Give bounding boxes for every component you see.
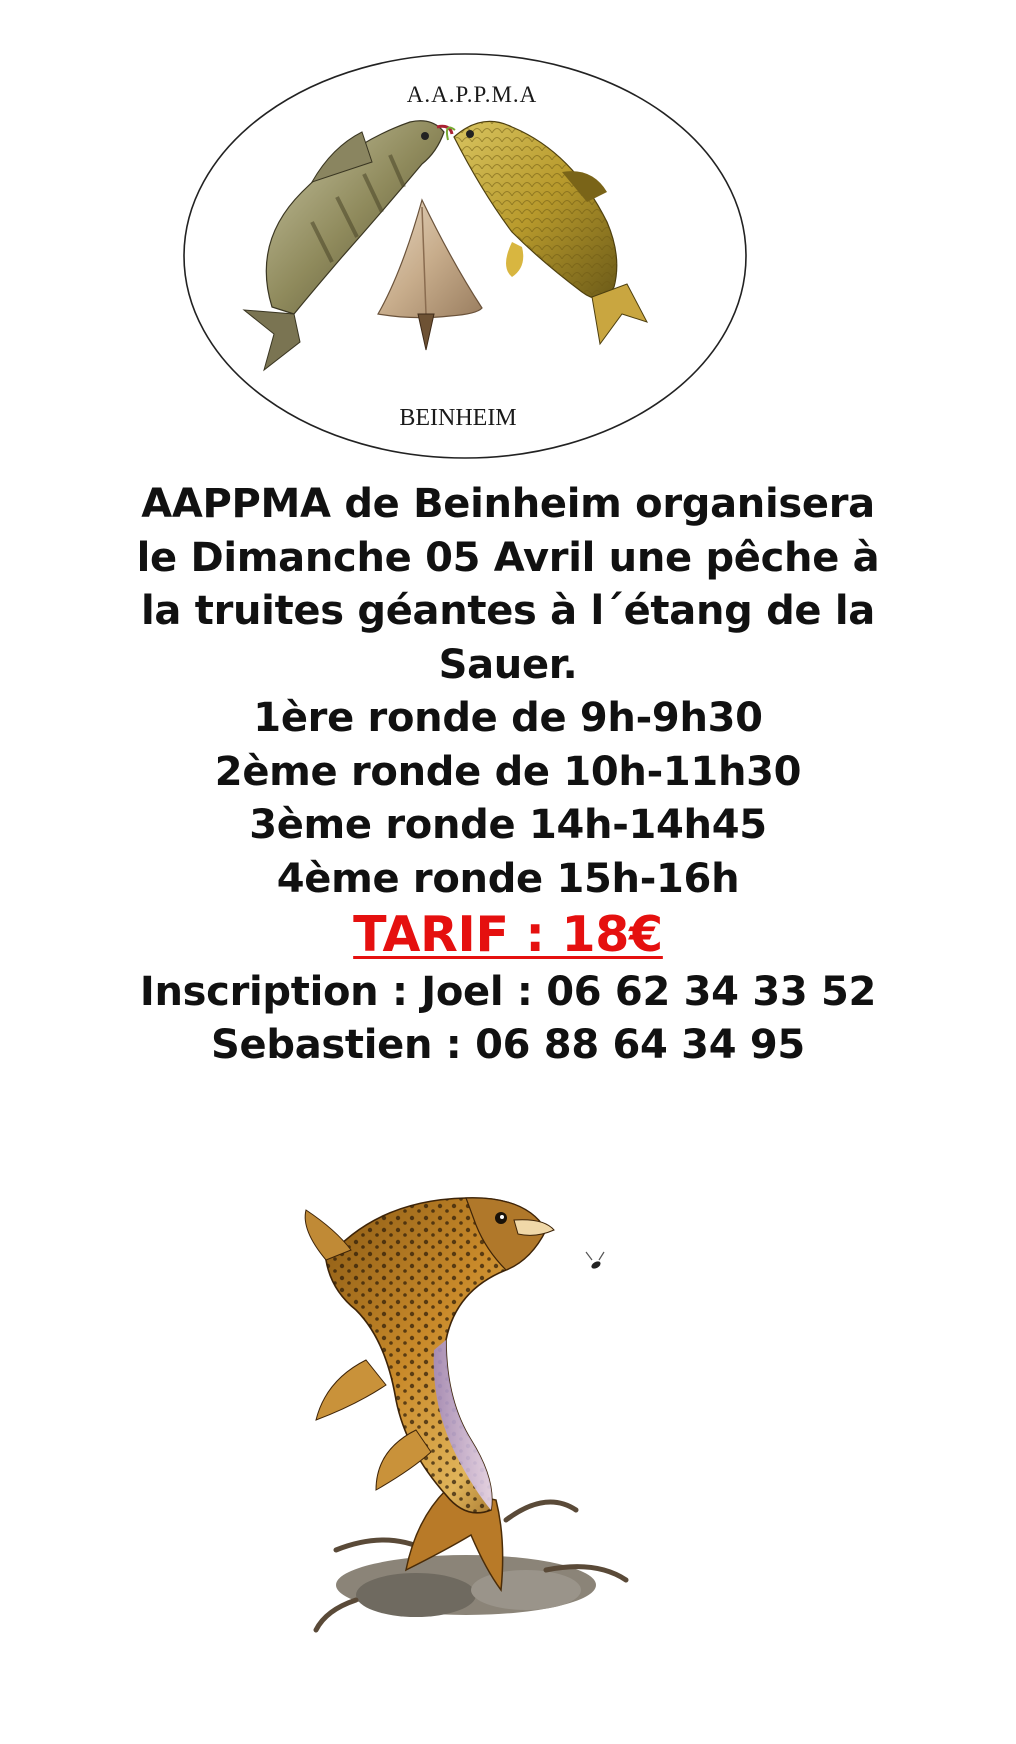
tarif-price: TARIF : 18€ <box>353 906 663 963</box>
announcement-line: Sauer. <box>438 641 578 688</box>
jumping-trout-icon <box>296 1190 652 1640</box>
announcement-line: AAPPMA de Beinheim organisera <box>141 481 875 527</box>
fly-icon <box>586 1252 604 1270</box>
round-4-schedule: 4ème ronde 15h-16h <box>276 855 740 902</box>
announcement-text <box>60 478 956 1073</box>
round-3-schedule: 3ème ronde 14h-14h45 <box>249 802 767 848</box>
round-2-schedule: 2ème ronde de 10h-11h30 <box>214 748 802 795</box>
logo-top-text: A.A.P.P.M.A <box>406 82 538 107</box>
contact-sebastien: Sebastien : 06 88 64 34 95 <box>211 1022 805 1068</box>
logo-bottom-text: BEINHEIM <box>399 405 517 431</box>
announcement-line: la truites géantes à l´étang de la <box>141 588 875 634</box>
announcement-line: le Dimanche 05 Avril une pêche à <box>136 534 880 581</box>
round-1-schedule: 1ère ronde de 9h-9h30 <box>253 695 763 741</box>
aappma-logo <box>182 52 748 460</box>
contact-joel: Inscription : Joel : 06 62 34 33 52 <box>139 968 877 1015</box>
